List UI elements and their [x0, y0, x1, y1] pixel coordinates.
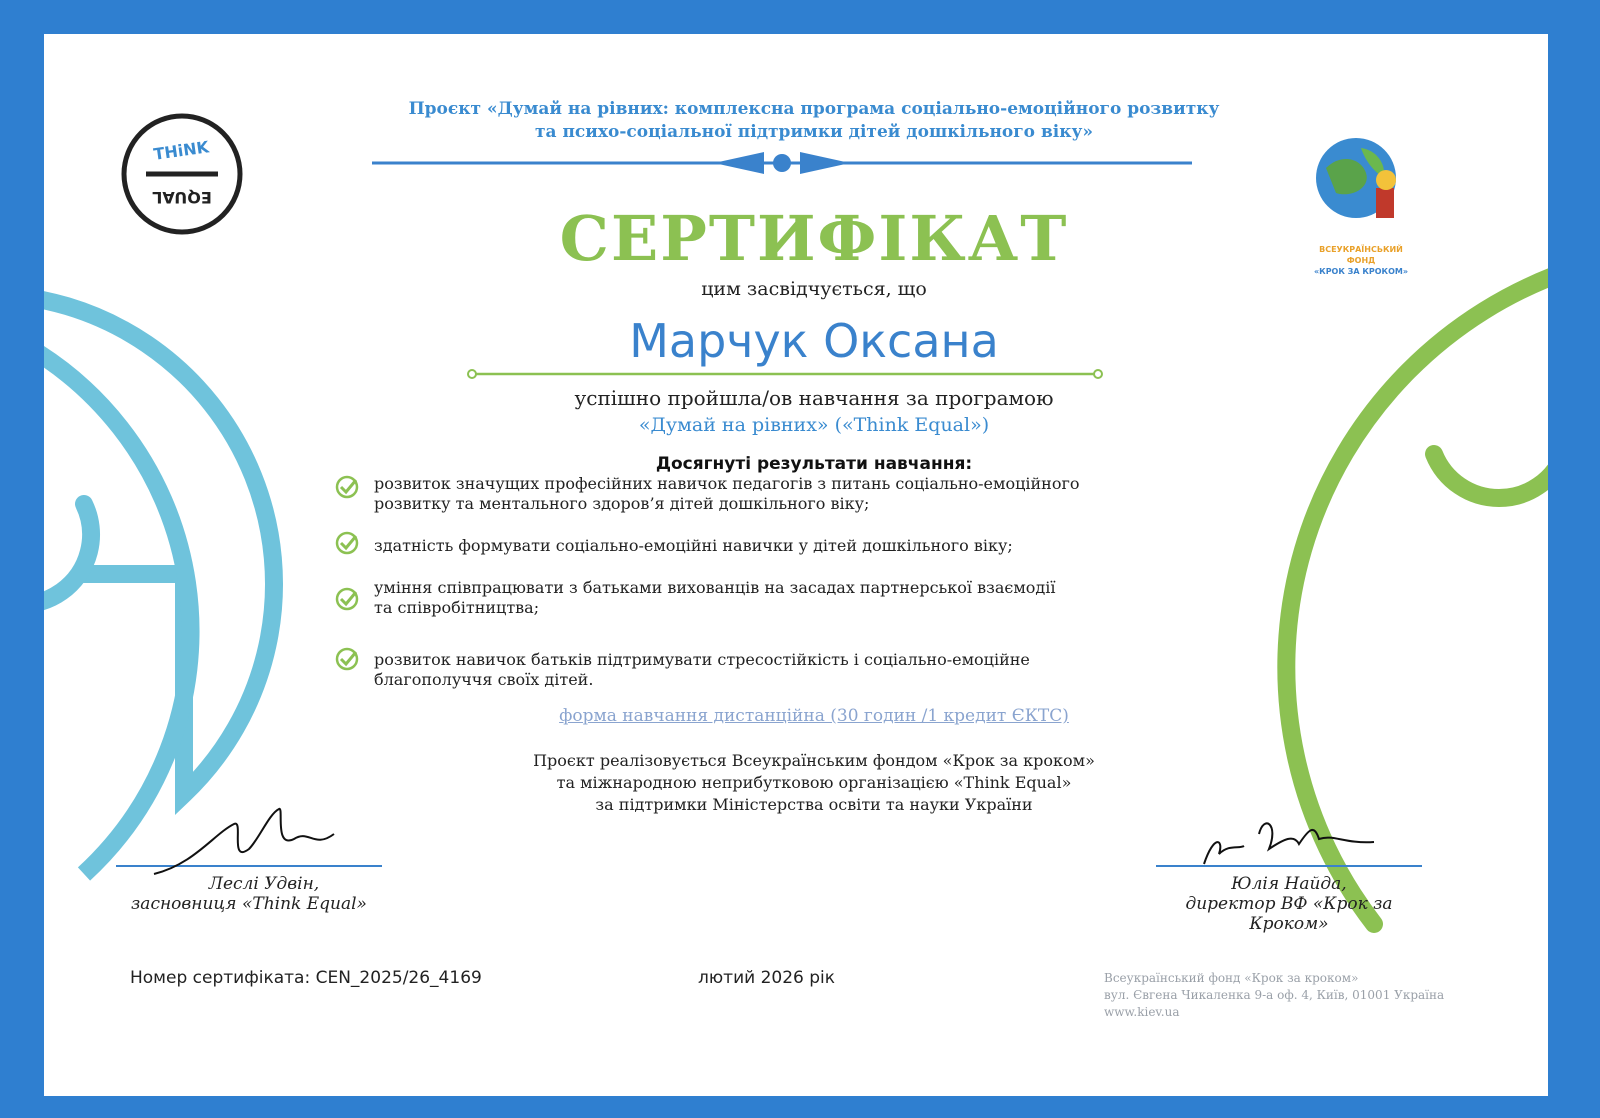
implementation-line3: за підтримки Міністерства освіти та науки України	[595, 795, 1033, 814]
think-equal-logo	[120, 112, 244, 236]
svg-text:THiNK: THiNK	[152, 137, 211, 164]
study-form: форма навчання дистанційна (30 годин /1 кредит ЄКТС)	[559, 706, 1069, 726]
signature-left-block	[116, 874, 382, 914]
svg-text:EQUAL: EQUAL	[152, 188, 212, 207]
result-item-3-line2: та співробітництва;	[374, 598, 540, 617]
signature-left-drawing	[154, 809, 334, 874]
result-item-1-line2: розвитку та ментального здоров’я дітей дошкільного віку;	[374, 494, 870, 513]
certificate-title: СЕРТИФІКАТ	[559, 202, 1069, 275]
left-blue-outer-arc	[44, 334, 191, 874]
check-circle-icon	[334, 474, 360, 500]
left-blue-inner-arc	[44, 494, 91, 605]
result-item-4-line2: благополуччя своїх дітей.	[374, 670, 594, 689]
implementation-line1: Проєкт реалізовується Всеукраїнським фондом «Крок за кроком»	[533, 751, 1095, 770]
signature-right-block	[1144, 874, 1434, 934]
completed-text: успішно пройшла/ов навчання за програмою	[574, 386, 1054, 410]
certify-text: цим засвідчується, що	[701, 278, 927, 300]
check-circle-icon	[334, 586, 360, 612]
implementation-note	[374, 750, 1254, 816]
result-item-4	[334, 650, 1030, 690]
certificate-number: Номер сертифіката: CEN_2025/26_4169	[130, 968, 482, 988]
check-circle-icon	[334, 530, 360, 556]
recipient-name: Марчук Оксана	[629, 314, 999, 368]
result-item-4-line1: розвиток навичок батьків підтримувати стресостійкість і соціально-емоційне	[374, 650, 1030, 669]
signature-right-role: директор ВФ «Крок за Кроком»	[1185, 894, 1393, 934]
signature-left-role: засновниця «Think Equal»	[131, 894, 367, 914]
address-website: www.kiev.ua	[1104, 1005, 1180, 1019]
fund-logo-line1: ВСЕУКРАЇНСЬКИЙ ФОНД	[1319, 245, 1403, 265]
ornament-left-wing	[714, 152, 764, 174]
ornament-right-wing	[800, 152, 850, 174]
left-blue-arc	[44, 294, 274, 794]
address-line1: Всеукраїнський фонд «Крок за кроком»	[1104, 971, 1359, 985]
result-item-2-line1: здатність формувати соціально-емоційні навички у дітей дошкільного віку;	[374, 536, 1013, 555]
fund-address	[1104, 970, 1444, 1021]
signature-left-name: Леслі Удвін,	[208, 874, 320, 894]
check-circle-icon	[334, 646, 360, 672]
certificate-sheet	[44, 34, 1548, 1096]
think-equal-logo-icon	[120, 112, 244, 236]
result-item-1	[334, 474, 1079, 514]
right-green-arc	[1286, 272, 1548, 924]
result-item-3-line1: уміння співпрацювати з батьками вихованців на засадах партнерської взаємодії	[374, 578, 1056, 597]
globe-mascot-icon	[1306, 128, 1416, 240]
signature-right-drawing	[1204, 823, 1374, 864]
ornament-dot	[773, 154, 791, 172]
underline-right-dot	[1094, 370, 1102, 378]
program-name: «Думай на рівних» («Think Equal»)	[638, 414, 990, 436]
result-item-3	[334, 578, 1056, 618]
result-item-1-line1: розвиток значущих професійних навичок педагогів з питань соціально-емоційного	[374, 474, 1080, 493]
project-title	[374, 98, 1254, 144]
certificate-date: лютий 2026 рік	[698, 968, 836, 988]
signature-right-name: Юлія Найда,	[1231, 874, 1347, 894]
address-line2: вул. Євгена Чикаленка 9-а оф. 4, Київ, 01001 Україна	[1104, 988, 1445, 1002]
implementation-line2: та міжнародною неприбутковою організацією «Think Equal»	[556, 773, 1072, 792]
fund-logo-text	[1306, 244, 1416, 277]
underline-left-dot	[468, 370, 476, 378]
krok-za-krokom-logo	[1306, 128, 1416, 276]
right-green-inner-arc	[1434, 454, 1548, 498]
results-heading: Досягнуті результати навчання:	[655, 454, 973, 474]
result-item-2	[334, 536, 1013, 556]
project-title-line2: та психо-соціальної підтримки дітей дошкільного віку»	[534, 122, 1093, 142]
fund-logo-line2: «КРОК ЗА КРОКОМ»	[1313, 267, 1409, 276]
project-title-line1: Проєкт «Думай на рівних: комплексна програма соціально-емоційного розвитку	[408, 99, 1220, 119]
